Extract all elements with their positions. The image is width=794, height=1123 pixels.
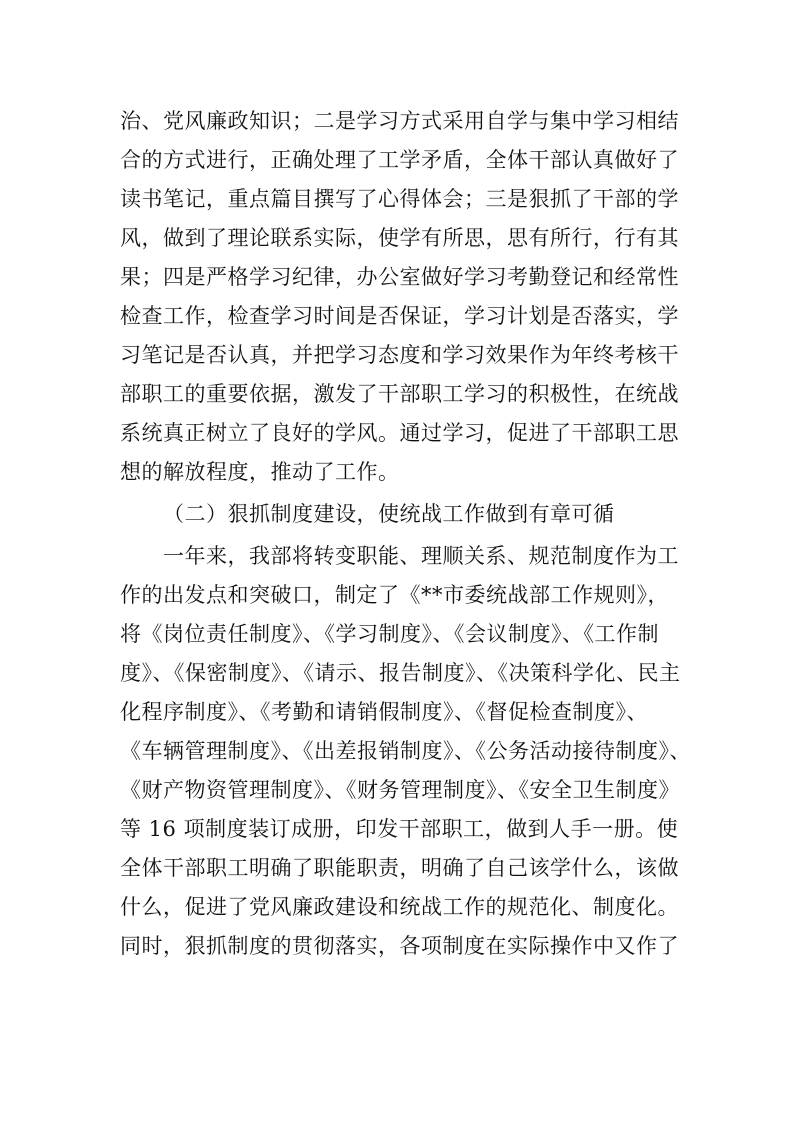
text-line-20: 全体干部职工明确了职能职责，明确了自己该学什么，该做	[120, 856, 679, 880]
text-line-1: 治、党风廉政知识；二是学习方式采用自学与集中学习相结	[120, 109, 679, 133]
text-line-9: 系统真正树立了良好的学风。通过学习，促进了干部职工思	[120, 421, 679, 445]
text-line-8: 部职工的重要依据，激发了干部职工学习的积极性，在统战	[120, 382, 679, 406]
text-line-19: 等 16 项制度装订成册，印发干部职工，做到人手一册。使	[120, 817, 679, 841]
text-line-2: 合的方式进行，正确处理了工学矛盾，全体干部认真做好了	[120, 148, 679, 172]
text-line-15: 度》、《保密制度》、《请示、报告制度》、《决策科学化、民主	[120, 661, 681, 685]
text-line-16: 化程序制度》、《考勤和请销假制度》、《督促检查制度》、	[120, 700, 648, 724]
text-line-5: 果；四是严格学习纪律，办公室做好学习考勤登记和经常性	[120, 265, 679, 289]
text-line-4: 风，做到了理论联系实际，使学有所思，思有所行，行有其	[120, 226, 679, 250]
text-line-17: 《车辆管理制度》、《出差报销制度》、《公务活动接待制度》、	[120, 739, 691, 763]
text-line-14: 将《岗位责任制度》、《学习制度》、《会议制度》、《工作制	[120, 622, 659, 646]
text-line-10: 想的解放程度，推动了工作。	[120, 460, 400, 484]
text-line-3: 读书笔记，重点篇目撰写了心得体会；三是狠抓了干部的学	[120, 187, 679, 211]
section-heading: （二）狠抓制度建设，使统战工作做到有章可循	[163, 502, 615, 526]
text-line-13: 作的出发点和突破口，制定了《**市委统战部工作规则》，	[120, 583, 669, 607]
text-line-21: 什么，促进了党风廉政建设和统战工作的规范化、制度化。	[120, 895, 679, 919]
text-line-22: 同时，狠抓制度的贯彻落实，各项制度在实际操作中又作了	[120, 934, 679, 958]
text-line-18: 《财产物资管理制度》、《财务管理制度》、《安全卫生制度》	[120, 778, 680, 802]
text-line-7: 习笔记是否认真，并把学习态度和学习效果作为年终考核干	[120, 343, 679, 367]
text-line-6: 检查工作，检查学习时间是否保证，学习计划是否落实，学	[120, 304, 679, 328]
text-line-12: 一年来，我部将转变职能、理顺关系、规范制度作为工	[163, 544, 679, 568]
